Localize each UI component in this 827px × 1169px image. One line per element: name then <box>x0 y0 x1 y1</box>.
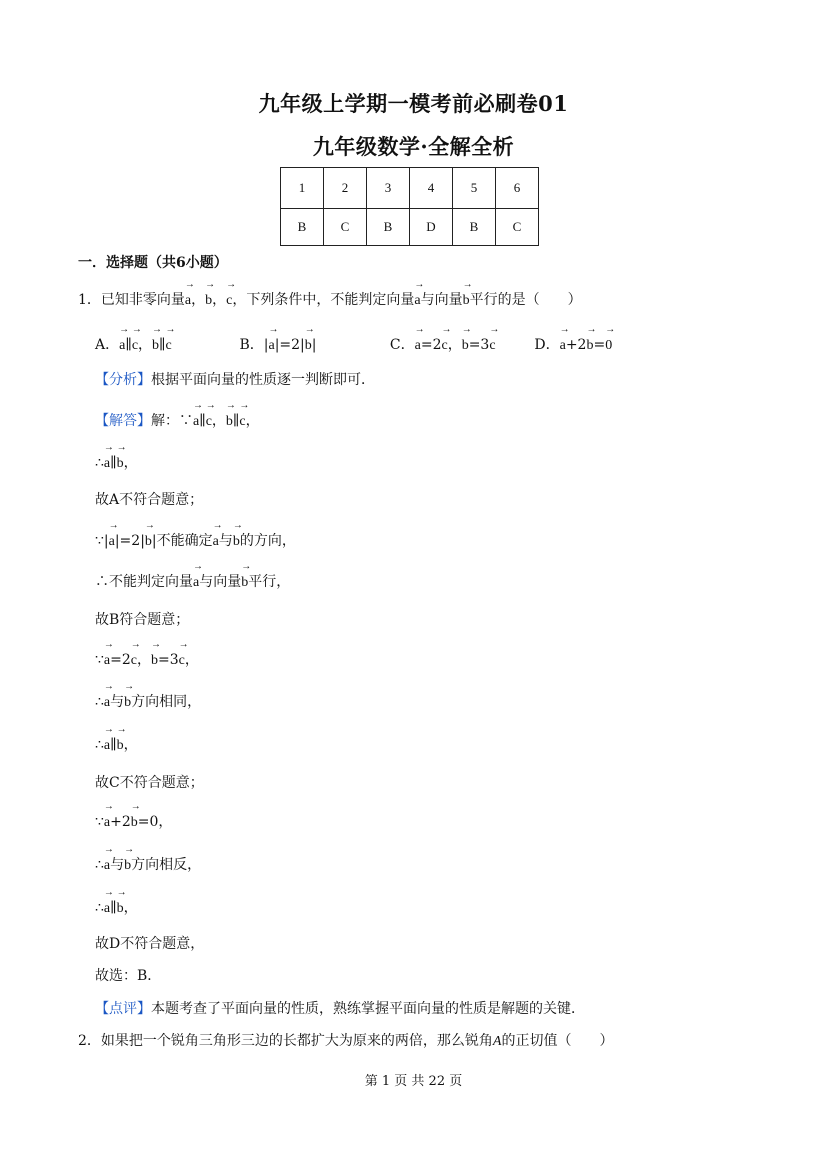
answer-number-cell: 3 <box>367 168 410 209</box>
answer-table-numbers-row <box>281 168 539 209</box>
conclusion-line: 故D不符合题意， <box>95 936 205 952</box>
solution-line: 【解答】解：∵→ a∥→ c，→ b∥→ c， <box>95 411 260 432</box>
step-line: ∴→ a与→ b方向相同， <box>95 692 201 713</box>
question-number: 1． <box>78 292 101 308</box>
step-line: ∴→ a∥→ b， <box>95 898 138 919</box>
answer-number-cell: 2 <box>324 168 367 209</box>
step-line: ∴不能判定向量→ a与向量→ b平行， <box>95 572 290 593</box>
step-line: ∵→ a+2→ b=0， <box>95 812 172 833</box>
comment-tag: 【点评】 <box>95 1001 151 1017</box>
option-a: A．→ a∥→ c，→ b∥→ c <box>95 335 235 356</box>
comment-line: 【点评】本题考查了平面向量的性质，熟练掌握平面向量的性质是解题的关键． <box>95 1001 585 1017</box>
analysis-tag: 【分析】 <box>95 372 151 388</box>
question-2-stem: 2．如果把一个锐角三角形三边的长都扩大为原来的两倍，那么锐角A的正切值（ ） <box>78 1033 614 1049</box>
step-line: ∴→ a∥→ b， <box>95 735 138 756</box>
question-number: 2． <box>78 1033 101 1049</box>
option-b: B．|→ a|=2|→ b| <box>239 335 385 356</box>
answer-number-cell: 6 <box>496 168 539 209</box>
answer-letter-cell: B <box>453 209 496 246</box>
question-1-options <box>95 335 612 356</box>
answer-letter-cell: B <box>281 209 324 246</box>
section-heading: 一．选择题（共6小题） <box>78 255 228 271</box>
option-c: C．→ a=2→ c，→ b=3→ c <box>390 335 530 356</box>
document-subtitle: 九年级数学·全解全析 <box>312 134 515 159</box>
conclusion-line: 故B符合题意； <box>95 612 190 628</box>
solution-tag: 【解答】 <box>95 413 151 429</box>
choose-line: 故选：B． <box>95 968 162 984</box>
question-1-stem: 1．已知非零向量→ a，→ b，→ c，下列条件中，不能判定向量→ a与向量→ b平行的是（ ） <box>78 290 582 311</box>
conclusion-line: 故C不符合题意； <box>95 775 204 791</box>
answer-number-cell: 5 <box>453 168 496 209</box>
step-line: ∵|→ a|=2|→ b|不能确定→ a与→ b的方向， <box>95 531 296 552</box>
answer-table-answers-row <box>281 209 539 246</box>
answer-letter-cell: C <box>496 209 539 246</box>
step-line: ∵→ a=2→ c，→ b=3→ c， <box>95 650 199 671</box>
step-line: ∴→ a与→ b方向相反， <box>95 855 201 876</box>
analysis-line: 【分析】根据平面向量的性质逐一判断即可． <box>95 372 375 388</box>
conclusion-line: 故A不符合题意； <box>95 492 204 508</box>
answer-number-cell: 1 <box>281 168 324 209</box>
answer-letter-cell: C <box>324 209 367 246</box>
document-title: 九年级上学期一模考前必刷卷01 <box>258 91 569 116</box>
option-d: D．→ a+2→ b=→ 0 <box>534 335 612 356</box>
page-footer: 第 1 页 共 22 页 <box>364 1074 463 1089</box>
answer-letter-cell: B <box>367 209 410 246</box>
answer-table <box>280 167 539 246</box>
answer-number-cell: 4 <box>410 168 453 209</box>
step-line: ∴→ a∥→ b， <box>95 453 138 474</box>
answer-letter-cell: D <box>410 209 453 246</box>
